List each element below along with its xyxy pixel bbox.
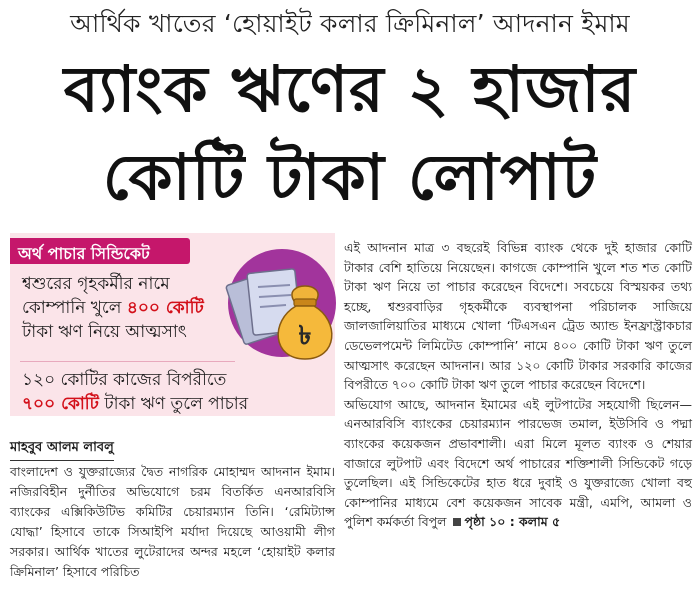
jump-marker-icon xyxy=(453,518,461,526)
kicker: আর্থিক খাতের ‘হোয়াইট কলার ক্রিমিনাল’ আদনান ইমাম xyxy=(70,9,630,38)
info-point-1-line-2: কোম্পানি খুলে ৪০০ কোটি xyxy=(22,298,204,318)
article-body-right xyxy=(344,238,692,532)
info-box-tag: অর্থ পাচার সিন্ডিকেট xyxy=(10,238,190,264)
info-point-2-line-1: ১২০ কোটির কাজের বিপরীতে xyxy=(22,370,227,390)
article-paragraph-2: অভিযোগ আছে, আদনান ইমামের এই লুটপাটের সহযোগী ছিলেন—এনআরবিসি ব্যাংকের চেয়ারম্যান পারভেজ তমাল, ইউসিবি ও পদ্মা ব্যাংকের কয়েকজন প্রভাবশালী। এরা মিলে মূলত ব্যাংক ও শেয়ার বাজারে লুটপাট এবং বিদেশে অর্থ পাচারের শক্তিশালী সিন্ডিকেট গড়ে তুলেছিল। এই সিন্ডিকেটের হাত ধরে দুবাই ও যুক্তরাজ্যে খোলা বহু কোম্পানির মাধ্যমে বেশ কয়েকজন সাবেক মন্ত্রী, এমপি, আমলা ও পুলিশ কর্মকর্তা বিপুল পৃষ্ঠা ১০ : কলাম ৫ xyxy=(344,396,692,530)
info-divider xyxy=(20,361,235,362)
continued-on-page[interactable]: পৃষ্ঠা ১০ : কলাম ৫ xyxy=(464,514,561,530)
money-bag-illustration xyxy=(220,241,340,366)
info-point-1-line-3: টাকা ঋণ নিয়ে আত্মসাৎ xyxy=(22,322,187,342)
headline-line-1: ব্যাংক ঋণের ২ হাজার xyxy=(63,53,637,126)
info-point-1-line-1: শ্বশুরের গৃহকর্মীর নামে xyxy=(22,274,170,294)
svg-text:৳: ৳ xyxy=(298,321,312,351)
info-point-2-line-2: ৭০০ কোটি টাকা ঋণ তুলে পাচার xyxy=(22,394,249,414)
info-box xyxy=(10,233,335,416)
byline: মাহবুব আলম লাবলু xyxy=(10,438,114,461)
headline-line-2: কোটি টাকা লোপাট xyxy=(102,141,598,214)
highlight-amount-700: ৭০০ কোটি xyxy=(22,394,99,414)
article-body-left: বাংলাদেশ ও যুক্তরাজ্যের দ্বৈত নাগরিক মোহাম্মদ আদনান ইমাম। নজিরবিহীন দুর্নীতির অভিযোগে চরম বিতর্কিত এনআরবিসি ব্যাংকের এক্সিকিউটিভ কমিটির চেয়ারম্যান তিনি। ‘রেমিট্যান্স যোদ্ধা’ হিসাবে তাকে সিআইপি মর্যাদা দিয়েছে আওয়ামী লীগ সরকার। আর্থিক খাতের লুটেরাদের অন্দর মহলে ‘হোয়াইট কলার ক্রিমিনাল’ হিসাবে পরিচিত xyxy=(10,464,335,579)
highlight-amount-400: ৪০০ কোটি xyxy=(126,298,204,318)
article-paragraph-1: এই আদনান মাত্র ৩ বছরেই বিভিন্ন ব্যাংক থেকে দুই হাজার কোটি টাকার বেশি হাতিয়ে নিয়েছেন। কাগজে কোম্পানি খুলে শত শত কোটি টাকা ঋণ নিয়ে তা পাচার করেছেন বিদেশে। সবচেয়ে বিস্ময়কর তথ্য হচ্ছে, শ্বশুরবাড়ির গৃহকর্মীকে ব্যবস্থাপনা পরিচালক সাজিয়ে জালজালিয়াতির মাধ্যমে খোলা ‘টিএসএন ট্রেড অ্যান্ড ইনফ্রাস্ট্রাকচার ডেভেলপমেন্ট লিমিটেড কোম্পানি’ নামে ৪০০ কোটি টাকা ঋণ তুলে আত্মসাৎ করেছেন আদনান। আর ১২০ কোটি টাকার সরকারি কাজের বিপরীতে ৭০০ কোটি টাকা ঋণ তুলে পাচার করেছেন বিদেশে। xyxy=(344,240,692,393)
